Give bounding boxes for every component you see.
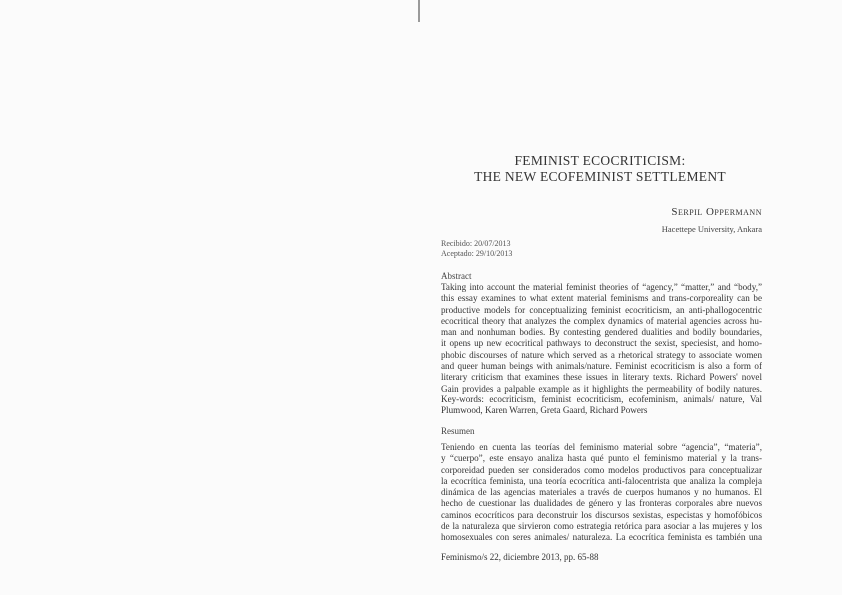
article-title-line-2: THE NEW ECOFEMINIST SETTLEMENT — [474, 169, 726, 184]
text-line: Taking into account the material feminist theories of “agency,” “matter,” and “body,” — [441, 282, 762, 292]
resumen-body — [441, 442, 762, 544]
article-title-line-1: FEMINIST ECOCRITICISM: — [514, 153, 686, 168]
text-line: hecho de cuestionar las dualidades de género y las fronteras corporales abre nuevos — [441, 498, 762, 509]
journal-footer: Feminismo/s 22, diciembre 2013, pp. 65-88 — [441, 552, 599, 562]
abstract-heading: Abstract — [441, 271, 472, 281]
text-line: Plumwood, Karen Warren, Greta Gaard, Richard Powers — [441, 405, 648, 416]
text-line: Key-words: ecocriticism, feminist ecocriticism, ecofeminism, animals/ nature, Val — [441, 394, 762, 404]
text-line: y “cuerpo”, este ensayo analiza hasta qué punto el feminismo material y la trans- — [441, 453, 762, 464]
text-line: caminos ecocríticos para deconstruir los discursos sexistas, especistas y homofóbicos — [441, 509, 762, 520]
text-line: ecocritical theory that analyzes the complex dynamics of material agencies across hu- — [441, 315, 762, 326]
text-line: man and nonhuman bodies. By contesting gendered dualities and bodily boundaries, — [441, 327, 762, 338]
text-line: it opens up new ecocritical pathways to deconstruct the sexist, speciesist, and homo- — [441, 338, 762, 349]
author-affiliation: Hacettepe University, Ankara — [661, 224, 762, 234]
resumen-heading: Resumen — [441, 426, 475, 436]
text-line: literary criticism that examines these issues in literary texts. Richard Powers' novel — [441, 372, 762, 383]
text-line: la ecocrítica feminista, una teoría ecocrítica anti-falocentrista que analiza la compleja — [441, 475, 762, 486]
text-line: this essay examines to what extent material feminisms and trans-corporeality can be — [441, 293, 762, 304]
text-line: dinámica de las agencias materiales a través de cuerpos humanos y no humanos. El — [441, 487, 762, 498]
keywords — [441, 394, 762, 417]
text-line: corporeidad pueden ser considerados como modelos productivos para conceptualizar — [441, 464, 762, 475]
text-line: and queer human beings with animals/nature. Feminist ecocriticism is also a form of — [441, 361, 762, 372]
text-line: Gain provides a palpable example as it highlights the permeability of bodily natures. — [441, 383, 762, 394]
text-line: homosexuales con seres animales/ naturaleza. La ecocrítica feminista es también una — [441, 532, 762, 543]
received-date: Recibido: 20/07/2013 — [441, 239, 511, 248]
abstract-body — [441, 282, 762, 395]
accepted-date: Aceptado: 29/10/2013 — [441, 249, 513, 258]
text-line: Teniendo en cuenta las teorías del feminismo material sobre “agencia”, “materia”, — [441, 442, 762, 452]
text-line: productive models for conceptualizing feminist ecocriticism, an anti-phallogocentric — [441, 304, 762, 315]
author-name: Serpil Oppermann — [671, 206, 762, 218]
page-spine-divider — [418, 0, 420, 22]
text-line: phobic discourses of nature which served as a rhetorical strategy to associate women — [441, 349, 762, 360]
text-line: de la naturaleza que sirvieron como estrategia retórica para asociar a las mujeres y los — [441, 521, 762, 532]
